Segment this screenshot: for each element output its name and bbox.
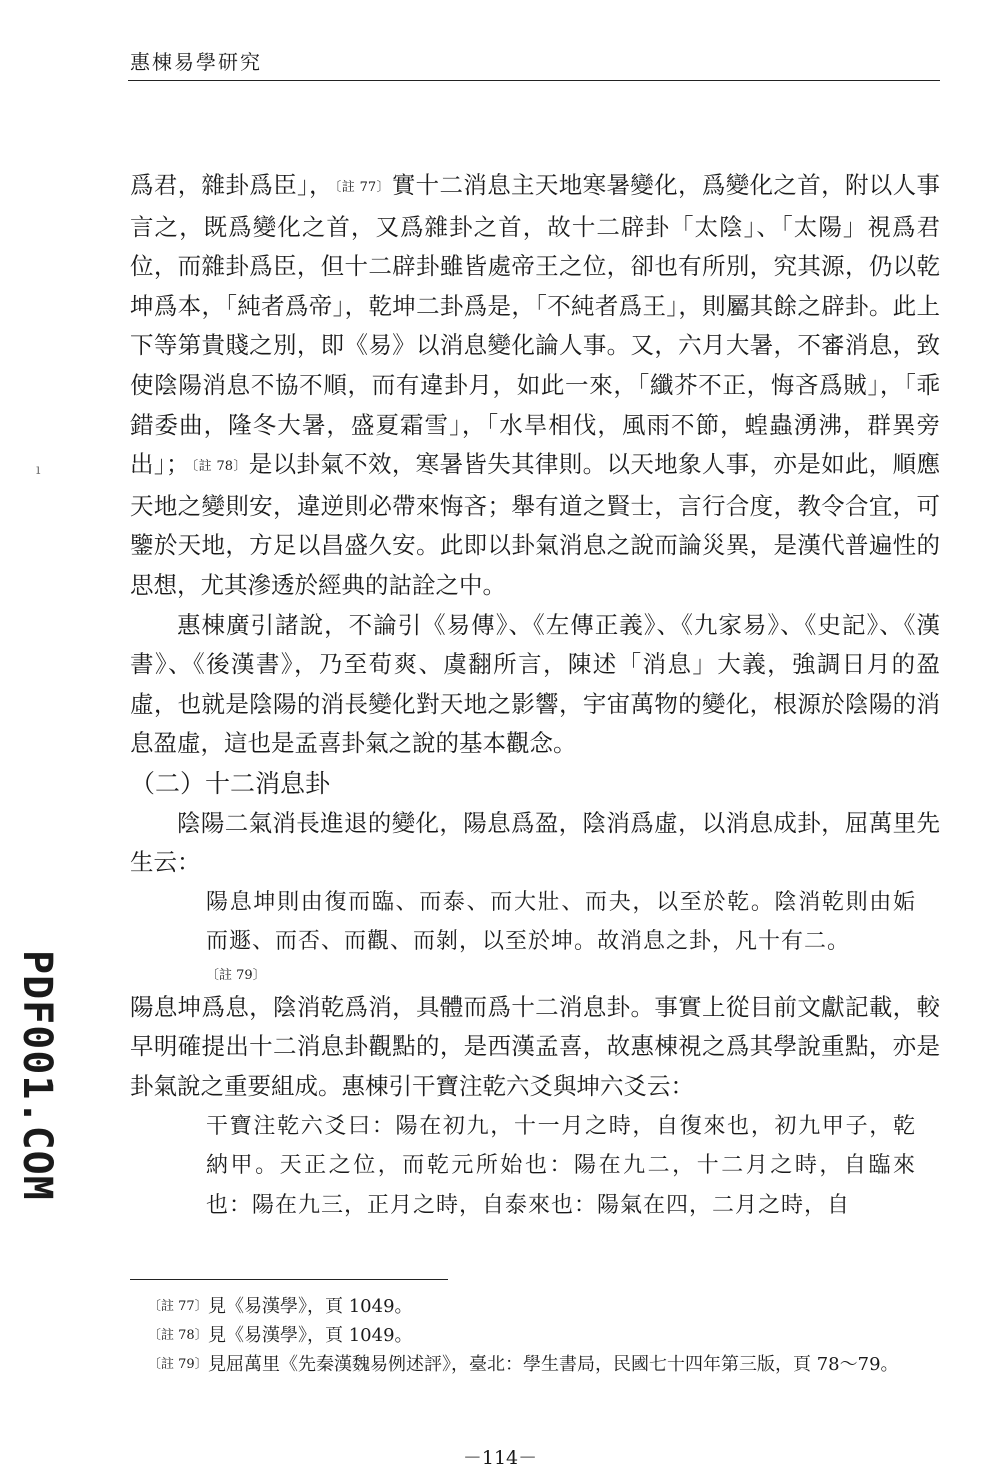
footnote-79 <box>148 1350 940 1379</box>
page-number: －114－ <box>462 1447 538 1469</box>
footnote-77 <box>148 1292 940 1321</box>
footnote-rule <box>130 1279 448 1280</box>
main-text <box>130 166 940 1225</box>
quote-text: 干寶注乾六爻曰：陽在初九，十一月之時，自復來也，初九甲子，乾納甲。天正之位，而乾元所始也：陽在九二，十二月之時，自臨來也：陽在九三，正月之時，自泰來也：陽氣在四，二月之時，自 <box>206 1113 916 1218</box>
footnotes <box>148 1292 940 1379</box>
margin-mark: ı <box>36 462 41 478</box>
paragraph-2: 惠棟廣引諸說，不論引《易傳》、《左傳正義》、《九家易》、《史記》、《漢書》、《後漢書》，乃至荀爽、虞翻所言，陳述「消息」大義，強調日月的盈虛，也就是陰陽的消長變化對天地之影響，宇宙萬物的變化，根源於陰陽的消息盈虛，這也是孟喜卦氣之說的基本觀念。 <box>130 610 940 758</box>
quote-text: 陽息坤則由復而臨、而泰、而大壯、而夬，以至於乾。陰消乾則由姤而遯、而否、而觀、而剝，以至於坤。故消息之卦，凡十有二。 <box>206 889 916 955</box>
footnote-text: 見《易漢學》，頁 1049。 <box>208 1296 413 1317</box>
block-quote-1 <box>130 883 940 962</box>
footnote-text: 見屈萬里《先秦漢魏易例述評》，臺北：學生書局，民國七十四年第三版，頁 78～79。 <box>208 1354 899 1375</box>
running-header: 惠棟易學研究 <box>130 50 262 74</box>
footnote-text: 見《易漢學》，頁 1049。 <box>208 1325 413 1346</box>
footnote-label: 〔註 78〕 <box>148 1328 208 1343</box>
footnote-label: 〔註 79〕 <box>148 1357 208 1372</box>
footnote-ref-78[interactable]: 〔註 78〕 <box>191 459 247 475</box>
footnote-ref-77[interactable]: 〔註 77〕 <box>334 180 390 195</box>
watermark: PDF001.COM <box>14 950 60 1201</box>
footnote-ref-79[interactable]: 〔註 79〕 <box>206 967 266 983</box>
footnote-78 <box>148 1321 940 1350</box>
paragraph-3: 陰陽二氣消長進退的變化，陽息爲盈，陰消爲虛，以消息成卦，屈萬里先生云： <box>130 808 940 877</box>
footnote-label: 〔註 77〕 <box>148 1299 208 1314</box>
header-rule <box>128 80 940 81</box>
paragraph-4: 陽息坤爲息，陰消乾爲消，具體而爲十二消息卦。事實上從目前文獻記載，較早明確提出十二消息卦觀點的，是西漢孟喜，故惠棟視之爲其學說重點，亦是卦氣說之重要組成。惠棟引干寶注乾六爻與坤六爻云： <box>130 992 940 1101</box>
section-heading: （二）十二消息卦 <box>130 768 331 798</box>
paragraph-1: 爲君，雜卦爲臣」， 〔註 77〕實十二消息主天地寒暑變化，爲變化之首，附以人事言之，既爲變化之首，又爲雜卦之首，故十二辟卦「太陰」、「太陽」視爲君位，而雜卦爲臣，但十二辟卦雖皆處帝王之位，卻也有所別，究其源，仍以乾坤爲本，「純者爲帝」，乾坤二卦爲是，「不純者爲王」，則屬其餘之辟卦。此上下等第貴賤之別，即《易》以消息變化論人事。又，六月大暑，不審消息，致使陰陽消息不協不順，而有違卦月，如此一來，「纖芥不正，悔吝爲賊」，「乖錯委曲，隆冬大暑，盛夏霜雪」，「水旱相伐，風雨不節，蝗蟲湧沸，群異旁出」； 〔註 78〕是以卦氣不效，寒暑皆失其律則。以天地象人事，亦是如此，順應天地之變則安，違逆則必帶來悔吝；舉有道之賢士，言行合度，教令合宜，可鑒於天地，方足以昌盛久安。此即以卦氣消息之說而論災異，是漢代普遍性的思想，尤其滲透於經典的詁詮之中。 <box>130 171 941 599</box>
block-quote-2 <box>130 1107 940 1226</box>
